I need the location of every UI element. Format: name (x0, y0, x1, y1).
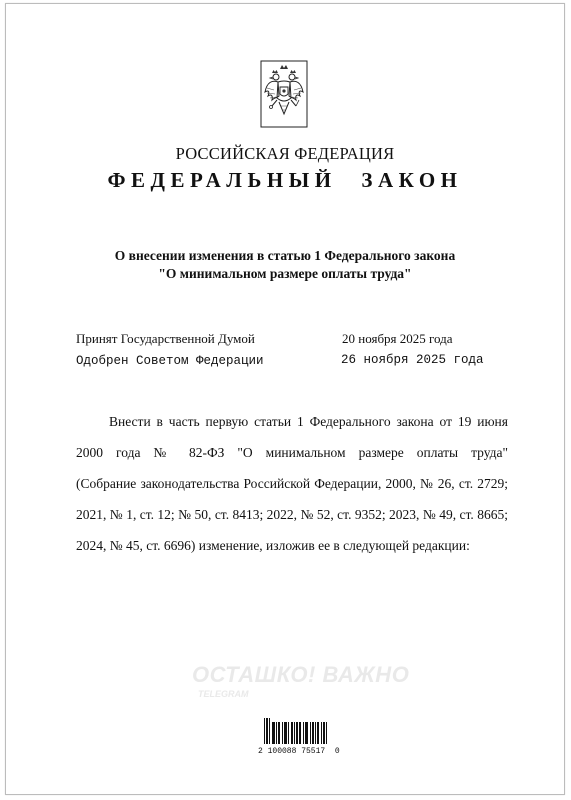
document-type: ФЕДЕРАЛЬНЫЙ ЗАКОН (107, 168, 463, 192)
law-title-line-2: "О минимальном размере оплаты труда" (158, 266, 412, 281)
barcode-bar (305, 722, 306, 744)
barcode-bar (307, 722, 308, 744)
barcode-bar (303, 722, 304, 744)
country-name: РОССИЙСКАЯ ФЕДЕРАЦИЯ (175, 144, 395, 163)
barcode-bar (326, 722, 327, 744)
barcode-bar (282, 722, 283, 744)
document-page (5, 3, 565, 795)
barcode-bar (317, 722, 318, 744)
barcode-bar (285, 722, 286, 744)
barcode-bar (306, 722, 307, 744)
barcode-bar (312, 722, 313, 744)
council-approval-label: Одобрен Советом Федерации (76, 354, 264, 368)
barcode-bar (292, 722, 293, 744)
barcode-bar (286, 722, 287, 744)
body-text-line: 2000 года № 82-ФЗ "О минимальном размере оплаты труда" (76, 445, 508, 460)
barcode-bar (297, 722, 298, 744)
barcode-bar (276, 722, 277, 744)
barcode-bar (300, 722, 301, 744)
watermark-text: ОСТАШКО! ВАЖНО (192, 662, 410, 687)
barcode-bar (273, 722, 274, 744)
barcode-bar (272, 722, 273, 744)
body-text-line: Внести в часть первую статьи 1 Федерального закона от 19 июня (109, 414, 508, 429)
body-text-line: 2024, № 45, ст. 6696) изменение, изложив ее в следующей редакции: (76, 538, 470, 553)
channel-watermark (186, 662, 411, 710)
barcode-bar (299, 722, 300, 744)
barcode-bar (318, 722, 319, 744)
barcode-bar (266, 718, 267, 744)
barcode-bar (313, 722, 314, 744)
barcode-bar (296, 722, 297, 744)
barcode-bar (279, 722, 280, 744)
barcode-bar (269, 718, 270, 744)
barcode-bar (294, 722, 295, 744)
duma-adoption-label: Принят Государственной Думой (76, 331, 255, 346)
barcode-bar (274, 722, 275, 744)
barcode-bar (288, 722, 289, 744)
watermark-subtext: TELEGRAM (198, 689, 249, 699)
barcode-icon (264, 718, 328, 744)
barcode-bar (315, 722, 316, 744)
barcode-bar (321, 722, 322, 744)
barcode-bar (278, 722, 279, 744)
duma-adoption-date: 20 ноября 2025 года (342, 331, 453, 346)
barcode-bar (291, 722, 292, 744)
law-title-line-1: О внесении изменения в статью 1 Федерального закона (114, 248, 456, 263)
barcode-bar (323, 722, 324, 744)
barcode-bar (267, 718, 268, 744)
barcode-bar (310, 722, 311, 744)
barcode-bar (284, 722, 285, 744)
body-text-line: 2021, № 1, ст. 12; № 50, ст. 8413; 2022, № 52, ст. 9352; 2023, № 49, ст. 8665; (76, 507, 508, 522)
body-text-line: (Собрание законодательства Российской Федерации, 2000, № 26, ст. 2729; (76, 476, 508, 491)
barcode-bar (264, 718, 265, 744)
barcode-digits: 2 100088 75517 0 (258, 747, 340, 756)
coat-of-arms-icon (260, 60, 308, 128)
council-approval-date: 26 ноября 2025 года (341, 353, 484, 367)
barcode-bar (324, 722, 325, 744)
